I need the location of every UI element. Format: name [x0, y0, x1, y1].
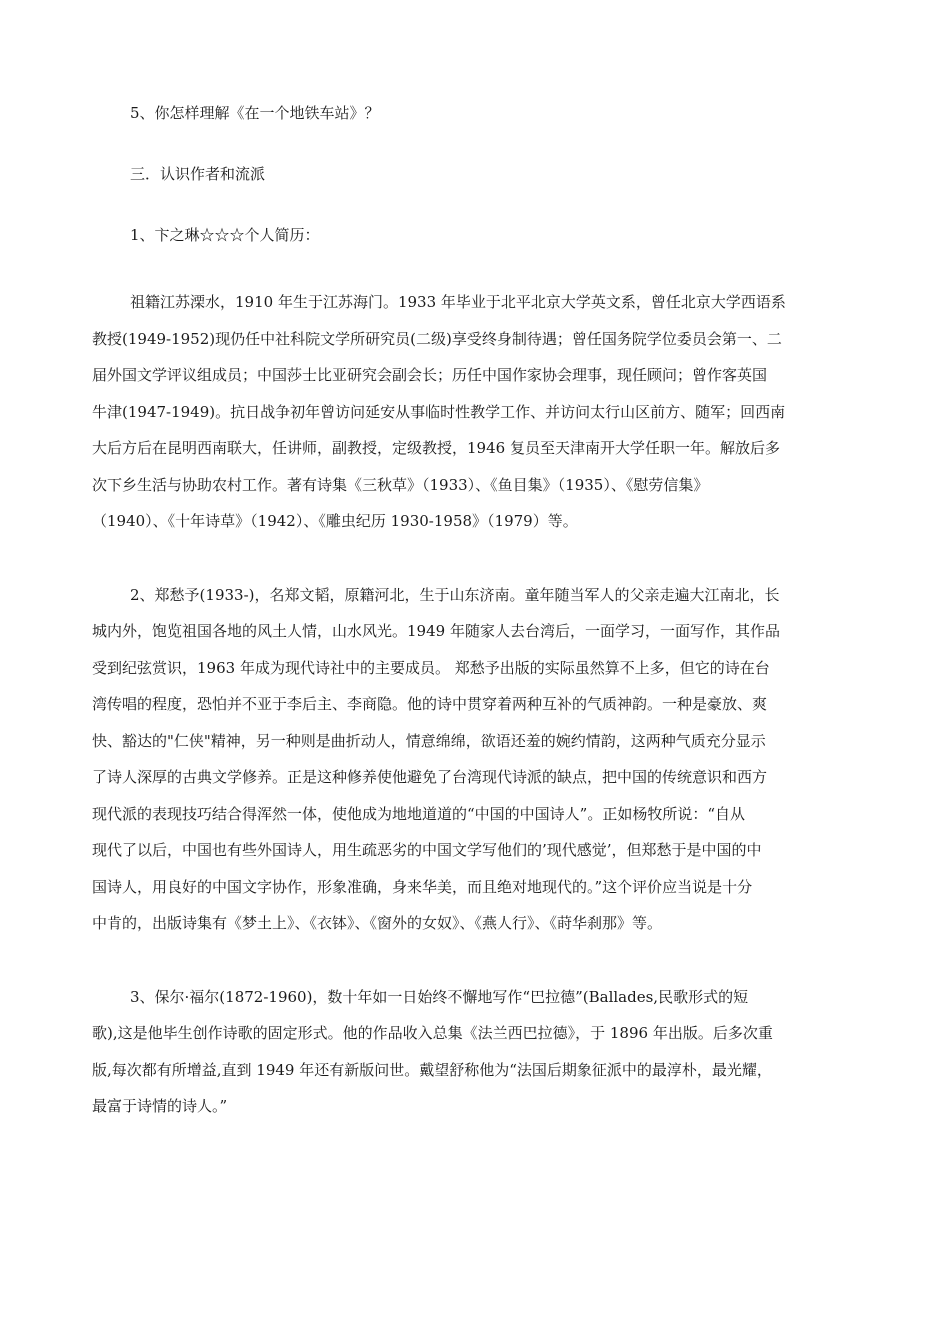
paragraph-line: 现代派的表现技巧结合得浑然一体，使他成为地地道道的“中国的中国诗人”。正如杨牧所说：“自从: [92, 804, 746, 823]
paragraph-line: 歌),这是他毕生创作诗歌的固定形式。他的作品收入总集《法兰西巴拉德》，于 1896 年出版。后多次重: [92, 1024, 773, 1042]
zheng-chouyu-biography: [92, 577, 858, 942]
paragraph-line: 现代了以后，中国也有些外国诗人，用生疏恶劣的中国文学写他们的’现代感觉’，但郑愁于是中国的中: [92, 841, 762, 859]
section-3-heading: 三．认识作者和流派: [130, 165, 266, 183]
paragraph-line: 快、豁达的"仁侠"精神，另一种则是曲折动人，情意绵绵，欲语还羞的婉约情韵，这两种气质充分显示: [92, 731, 766, 750]
paragraph-line: 最富于诗情的诗人。”: [92, 1097, 228, 1115]
paragraph-line: 3、保尔·福尔(1872-1960)，数十年如一日始终不懈地写作“巴拉德”(Ballades,民歌形式的短: [130, 987, 749, 1006]
paragraph-line: （1940）、《十年诗草》（1942）、《雕虫纪历 1930-1958》（1979）等。: [92, 512, 578, 530]
paragraph-line: 城内外，饱览祖国各地的风土人情，山水风光。1949 年随家人去台湾后，一面学习，一面写作，其作品: [92, 622, 780, 640]
paragraph-line: 2、郑愁予(1933-)，名郑文韬，原籍河北，生于山东济南。童年随当军人的父亲走遍大江南北，长: [130, 585, 780, 604]
paragraph-line: 牛津(1947-1949)。抗日战争初年曾访问延安从事临时性教学工作、并访问太行山区前方、随军；回西南: [92, 402, 786, 421]
paragraph-line: 次下乡生活与协助农村工作。著有诗集《三秋草》（1933）、《鱼目集》（1935）、《慰劳信集》: [92, 475, 709, 494]
bian-zhilin-biography: [92, 284, 858, 540]
paragraph-line: 中肯的，出版诗集有《梦土上》、《衣钵》、《窗外的女奴》、《燕人行》、《莳华刹那》等。: [92, 914, 663, 932]
paragraph-line: 教授(1949-1952)现仍任中社科院文学所研究员(二级)享受终身制待遇；曾任国务院学位委员会第一、二: [92, 329, 782, 348]
paragraph-line: 受到纪弦赏识，1963 年成为现代诗社中的主要成员。 郑愁予出版的实际虽然算不上多，但它的诗在台: [92, 658, 770, 677]
paragraph-line: 版,每次都有所增益,直到 1949 年还有新版问世。戴望舒称他为“法国后期象征派中的最淳朴，最光耀，: [92, 1060, 772, 1079]
paragraph-line: 国诗人，用良好的中国文字协作，形象准确，身来华美，而且绝对地现代的。”这个评价应当说是十分: [92, 877, 753, 896]
paragraph-line: 湾传唱的程度，恐怕并不亚于李后主、李商隐。他的诗中贯穿着两种互补的气质神韵。一种是豪放、爽: [92, 695, 768, 713]
question-5: 5、你怎样理解《在一个地铁车站》？: [130, 104, 380, 122]
paragraph-line: 祖籍江苏溧水，1910 年生于江苏海门。1933 年毕业于北平北京大学英文系，曾任北京大学西语系: [130, 293, 786, 311]
paragraph-line: 届外国文学评议组成员；中国莎士比亚研究会副会长；历任中国作家协会理事，现任顾问；曾作客英国: [92, 366, 768, 384]
item-1-heading: 1、卞之琳☆☆☆个人简历：: [130, 226, 320, 244]
paragraph-line: 大后方后在昆明西南联大，任讲师，副教授，定级教授，1946 复员至天津南开大学任职一年。解放后多: [92, 439, 780, 457]
paul-fort-biography: [92, 979, 858, 1125]
paragraph-line: 了诗人深厚的古典文学修养。正是这种修养使他避免了台湾现代诗派的缺点，把中国的传统意识和西方: [92, 768, 768, 786]
